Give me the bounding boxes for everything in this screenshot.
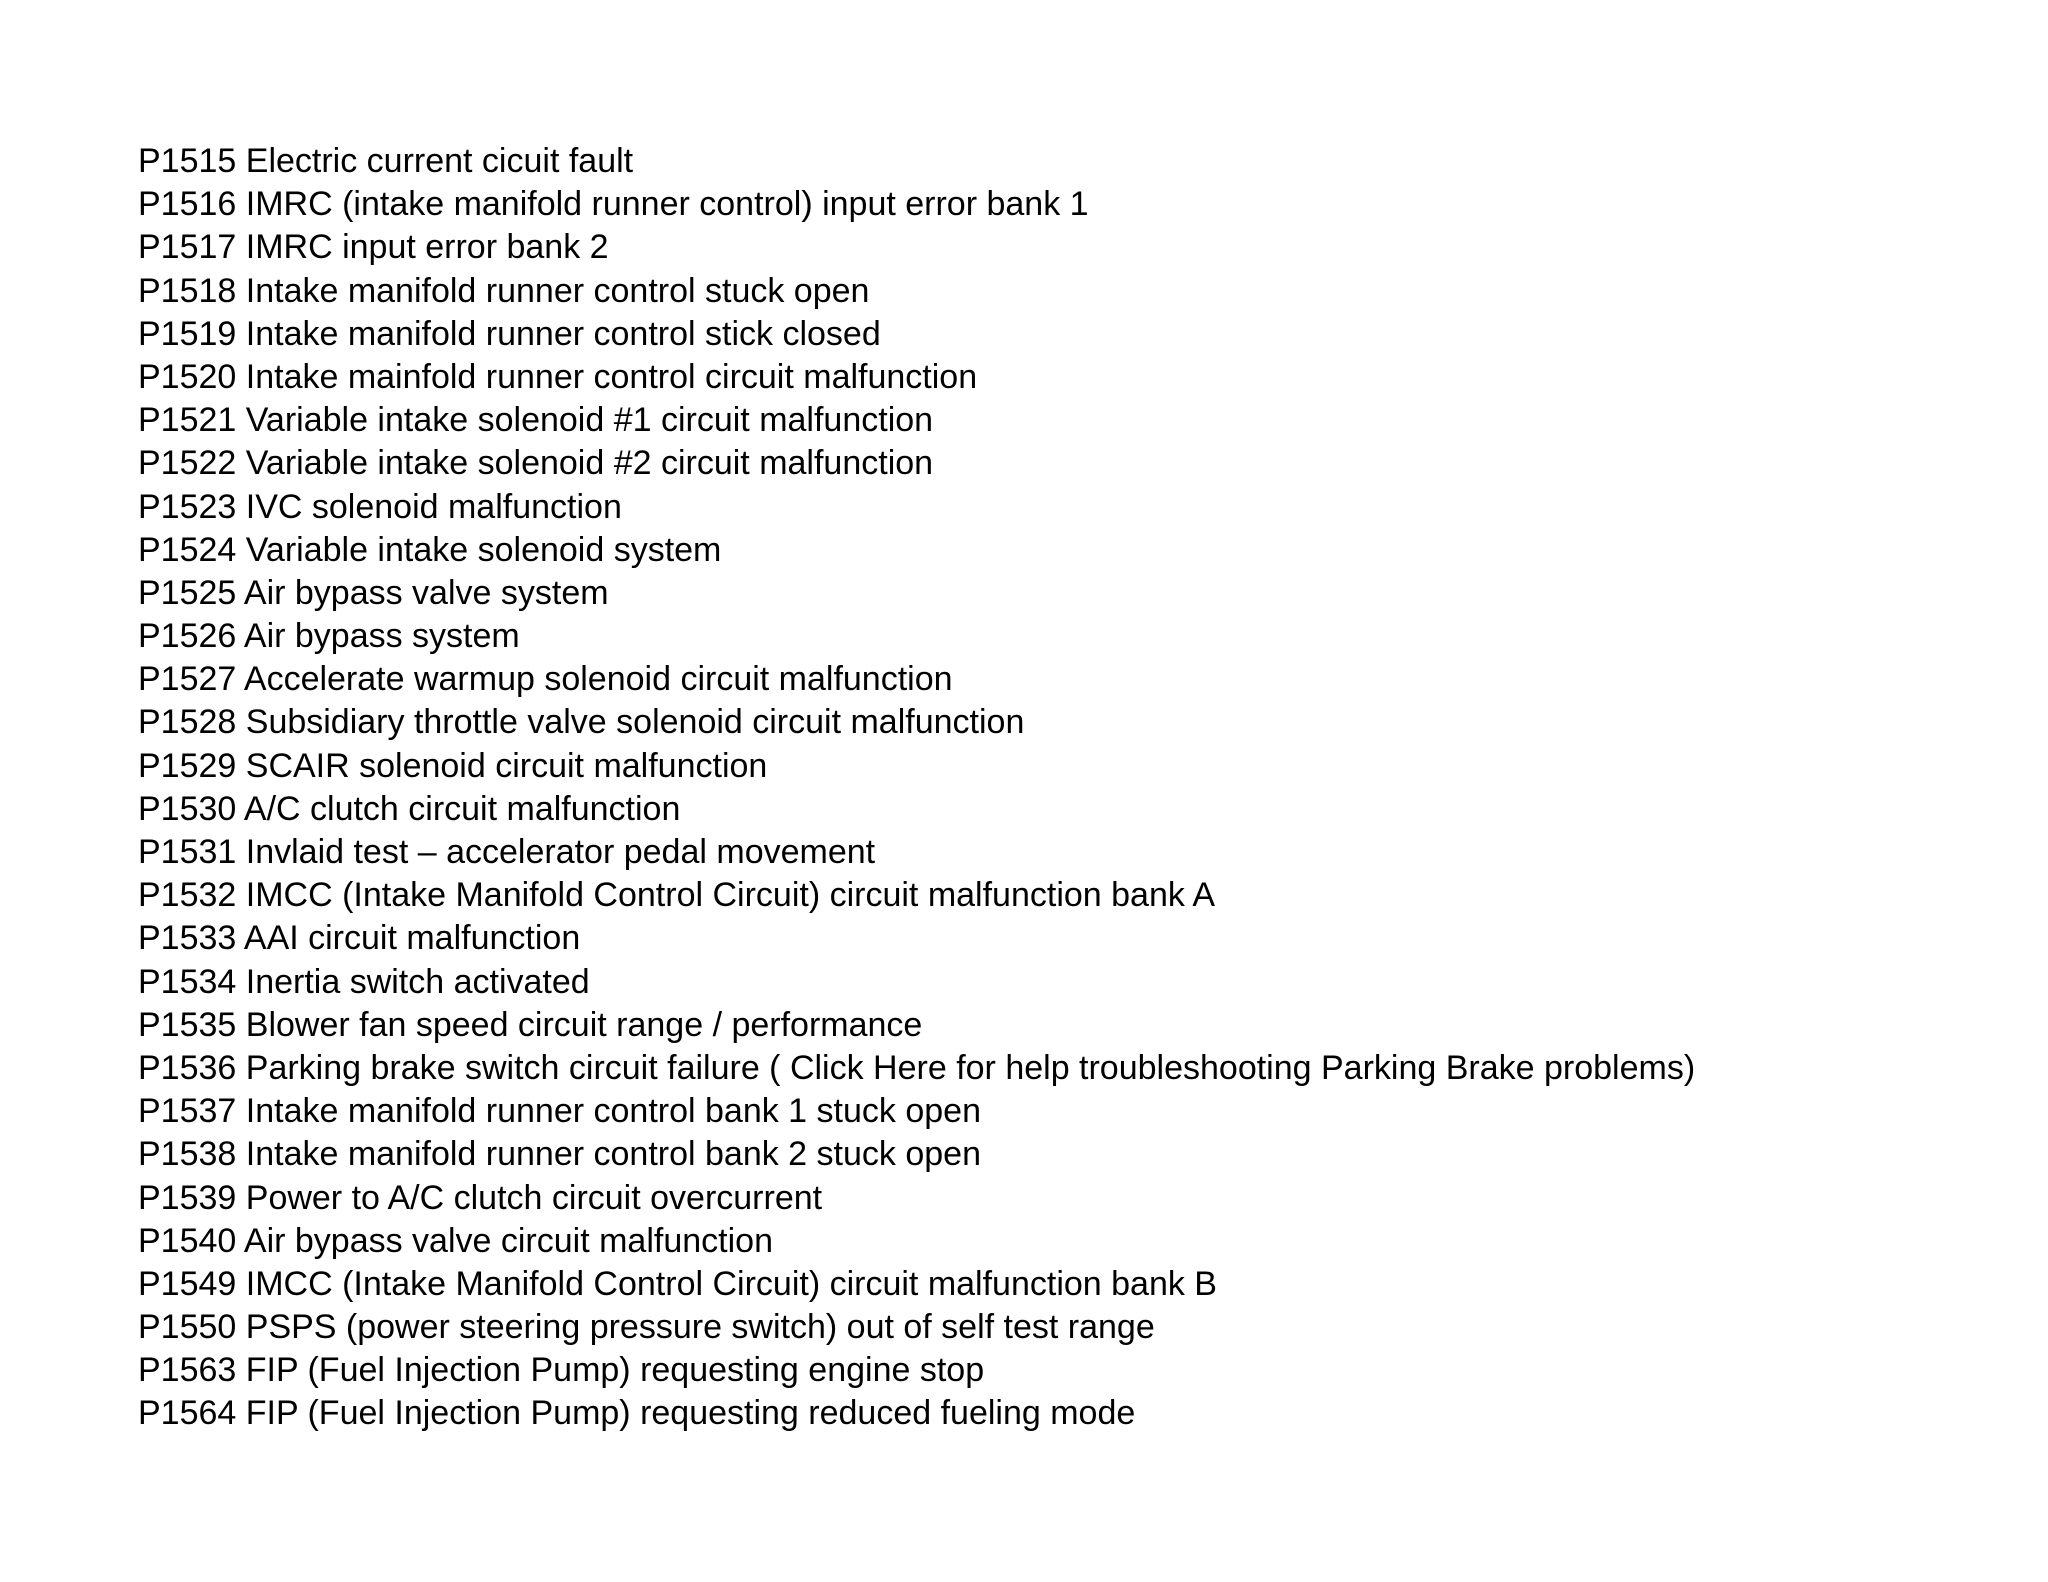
code-line-p1563: P1563 FIP (Fuel Injection Pump) requesting engine stop: [138, 1351, 985, 1390]
code-line-p1520: P1520 Intake mainfold runner control circuit malfunction: [138, 357, 978, 396]
code-line-p1524: P1524 Variable intake solenoid system: [138, 530, 722, 569]
code-line-p1530: P1530 A/C clutch circuit malfunction: [138, 789, 681, 828]
code-line-p1532: P1532 IMCC (Intake Manifold Control Circuit) circuit malfunction bank A: [138, 876, 1216, 915]
code-line-p1533: P1533 AAI circuit malfunction: [138, 919, 581, 958]
code-line-p1522: P1522 Variable intake solenoid #2 circuit malfunction: [138, 444, 934, 483]
code-line-p1550: P1550 PSPS (power steering pressure switch) out of self test range: [138, 1308, 1155, 1347]
code-line-p1536: P1536 Parking brake switch circuit failure ( Click Here for help troubleshooting Parking Brake problems): [138, 1048, 1696, 1087]
code-line-p1527: P1527 Accelerate warmup solenoid circuit malfunction: [138, 660, 953, 699]
code-line-p1537: P1537 Intake manifold runner control bank 1 stuck open: [138, 1092, 981, 1131]
code-line-p1535: P1535 Blower fan speed circuit range / performance: [138, 1005, 923, 1044]
code-line-p1525: P1525 Air bypass valve system: [138, 573, 609, 612]
code-line-p1531: P1531 Invlaid test – accelerator pedal movement: [138, 833, 876, 871]
code-line-p1517: P1517 IMRC input error bank 2: [138, 228, 609, 267]
code-line-p1523: P1523 IVC solenoid malfunction: [138, 487, 622, 526]
code-line-p1516: P1516 IMRC (intake manifold runner control) input error bank 1: [138, 185, 1089, 224]
trouble-code-list: [138, 140, 1695, 1436]
code-line-p1519: P1519 Intake manifold runner control stick closed: [138, 314, 881, 353]
code-line-p1526: P1526 Air bypass system: [138, 617, 520, 656]
code-line-p1528: P1528 Subsidiary throttle valve solenoid circuit malfunction: [138, 703, 1025, 742]
code-line-p1564: P1564 FIP (Fuel Injection Pump) requesting reduced fueling mode: [138, 1394, 1136, 1433]
code-line-p1540: P1540 Air bypass valve circuit malfunction: [138, 1221, 773, 1260]
code-line-p1521: P1521 Variable intake solenoid #1 circuit malfunction: [138, 401, 934, 440]
code-line-p1534: P1534 Inertia switch activated: [138, 962, 590, 1001]
code-line-p1539: P1539 Power to A/C clutch circuit overcurrent: [138, 1178, 823, 1217]
code-line-p1515: P1515 Electric current cicuit fault: [138, 142, 634, 180]
code-line-p1538: P1538 Intake manifold runner control bank 2 stuck open: [138, 1135, 981, 1174]
code-line-p1518: P1518 Intake manifold runner control stuck open: [138, 271, 870, 310]
code-line-p1529: P1529 SCAIR solenoid circuit malfunction: [138, 746, 768, 785]
code-line-p1549: P1549 IMCC (Intake Manifold Control Circuit) circuit malfunction bank B: [138, 1264, 1217, 1303]
